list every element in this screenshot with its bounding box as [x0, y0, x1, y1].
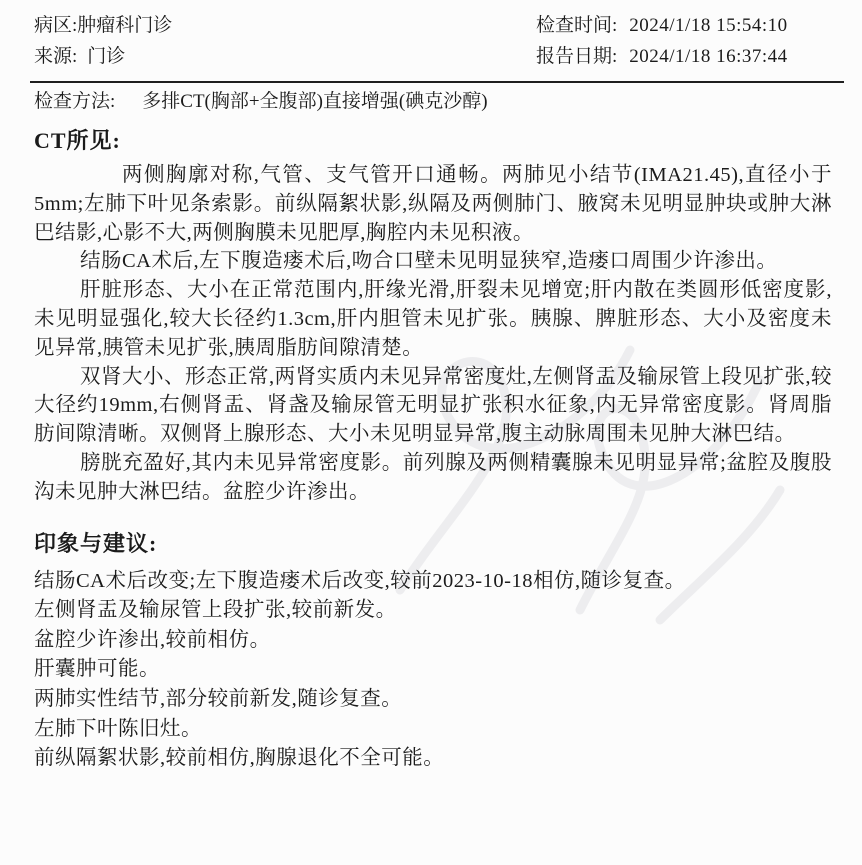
- impression-line: 两肺实性结节,部分较前新发,随诊复查。: [34, 687, 403, 710]
- report-date-label: 报告日期:: [536, 46, 618, 67]
- impression-line: 左侧肾盂及输尿管上段扩张,较前新发。: [34, 599, 397, 622]
- ward-label: 病区:: [34, 15, 78, 36]
- impression-line: 盆腔少许渗出,较前相仿。: [34, 628, 271, 651]
- report-date-field: [536, 41, 832, 72]
- header-row-1: [34, 10, 832, 41]
- method-value: 多排CT(胸部+全腹部)直接增强(碘克沙醇): [142, 91, 488, 112]
- findings-paragraph: 结肠CA术后,左下腹造瘘术后,吻合口壁未见明显狭窄,造瘘口周围少许渗出。: [80, 250, 778, 273]
- findings-paragraph: 肝脏形态、大小在正常范围内,肝缘光滑,肝裂未见增宽;肝内散在类圆形低密度影,未见明显强化,较大长径约1.3cm,肝内胆管未见扩张。胰腺、脾脏形态、大小及密度未见异常,胰管未见扩张,胰周脂肪间隙清楚。: [34, 279, 832, 359]
- ward-value: 肿瘤科门诊: [77, 15, 173, 36]
- impression-line: 结肠CA术后改变;左下腹造瘘术后改变,较前2023-10-18相仿,随诊复查。: [34, 569, 686, 592]
- findings-section: [34, 161, 832, 507]
- source-field: [34, 41, 125, 72]
- impression-line: 左肺下叶陈旧灶。: [34, 717, 202, 740]
- header-row-2: [34, 41, 832, 72]
- impression-section: [34, 567, 832, 774]
- method-label: 检查方法:: [34, 91, 116, 112]
- findings-heading: CT所见:: [34, 128, 121, 153]
- impression-line: 肝囊肿可能。: [34, 658, 160, 681]
- header-divider: [30, 81, 844, 83]
- exam-time-value: 2024/1/18 15:54:10: [629, 15, 788, 36]
- method-row: [34, 87, 832, 117]
- findings-paragraph: 膀胱充盈好,其内未见异常密度影。前列腺及两侧精囊腺未见明显异常;盆腔及腹股沟未见肿大淋巴结。盆腔少许渗出。: [34, 451, 832, 503]
- findings-paragraph: 两侧胸廓对称,气管、支气管开口通畅。两肺见小结节(IMA21.45),直径小于5mm;左肺下叶见条索影。前纵隔絮状影,纵隔及两侧肺门、腋窝未见明显肿块或肿大淋巴结影,心影不大,两侧胸膜未见肥厚,胸腔内未见积液。: [34, 164, 832, 244]
- exam-time-label: 检查时间:: [536, 15, 618, 36]
- impression-line: 前纵隔絮状影,较前相仿,胸腺退化不全可能。: [34, 747, 445, 770]
- ward-field: [34, 10, 172, 41]
- source-value: 门诊: [87, 46, 126, 67]
- source-label: 来源:: [34, 46, 78, 67]
- exam-time-field: [536, 10, 832, 41]
- report-date-value: 2024/1/18 16:37:44: [629, 46, 788, 67]
- findings-paragraph: 双肾大小、形态正常,两肾实质内未见异常密度灶,左侧肾盂及输尿管上段见扩张,较大径约19mm,右侧肾盂、肾盏及输尿管无明显扩张积水征象,内无异常密度影。肾周脂肪间隙清晰。双侧肾上腺形态、大小未见明显异常,腹主动脉周围未见肿大淋巴结。: [34, 365, 832, 446]
- impression-heading: 印象与建议:: [34, 530, 158, 556]
